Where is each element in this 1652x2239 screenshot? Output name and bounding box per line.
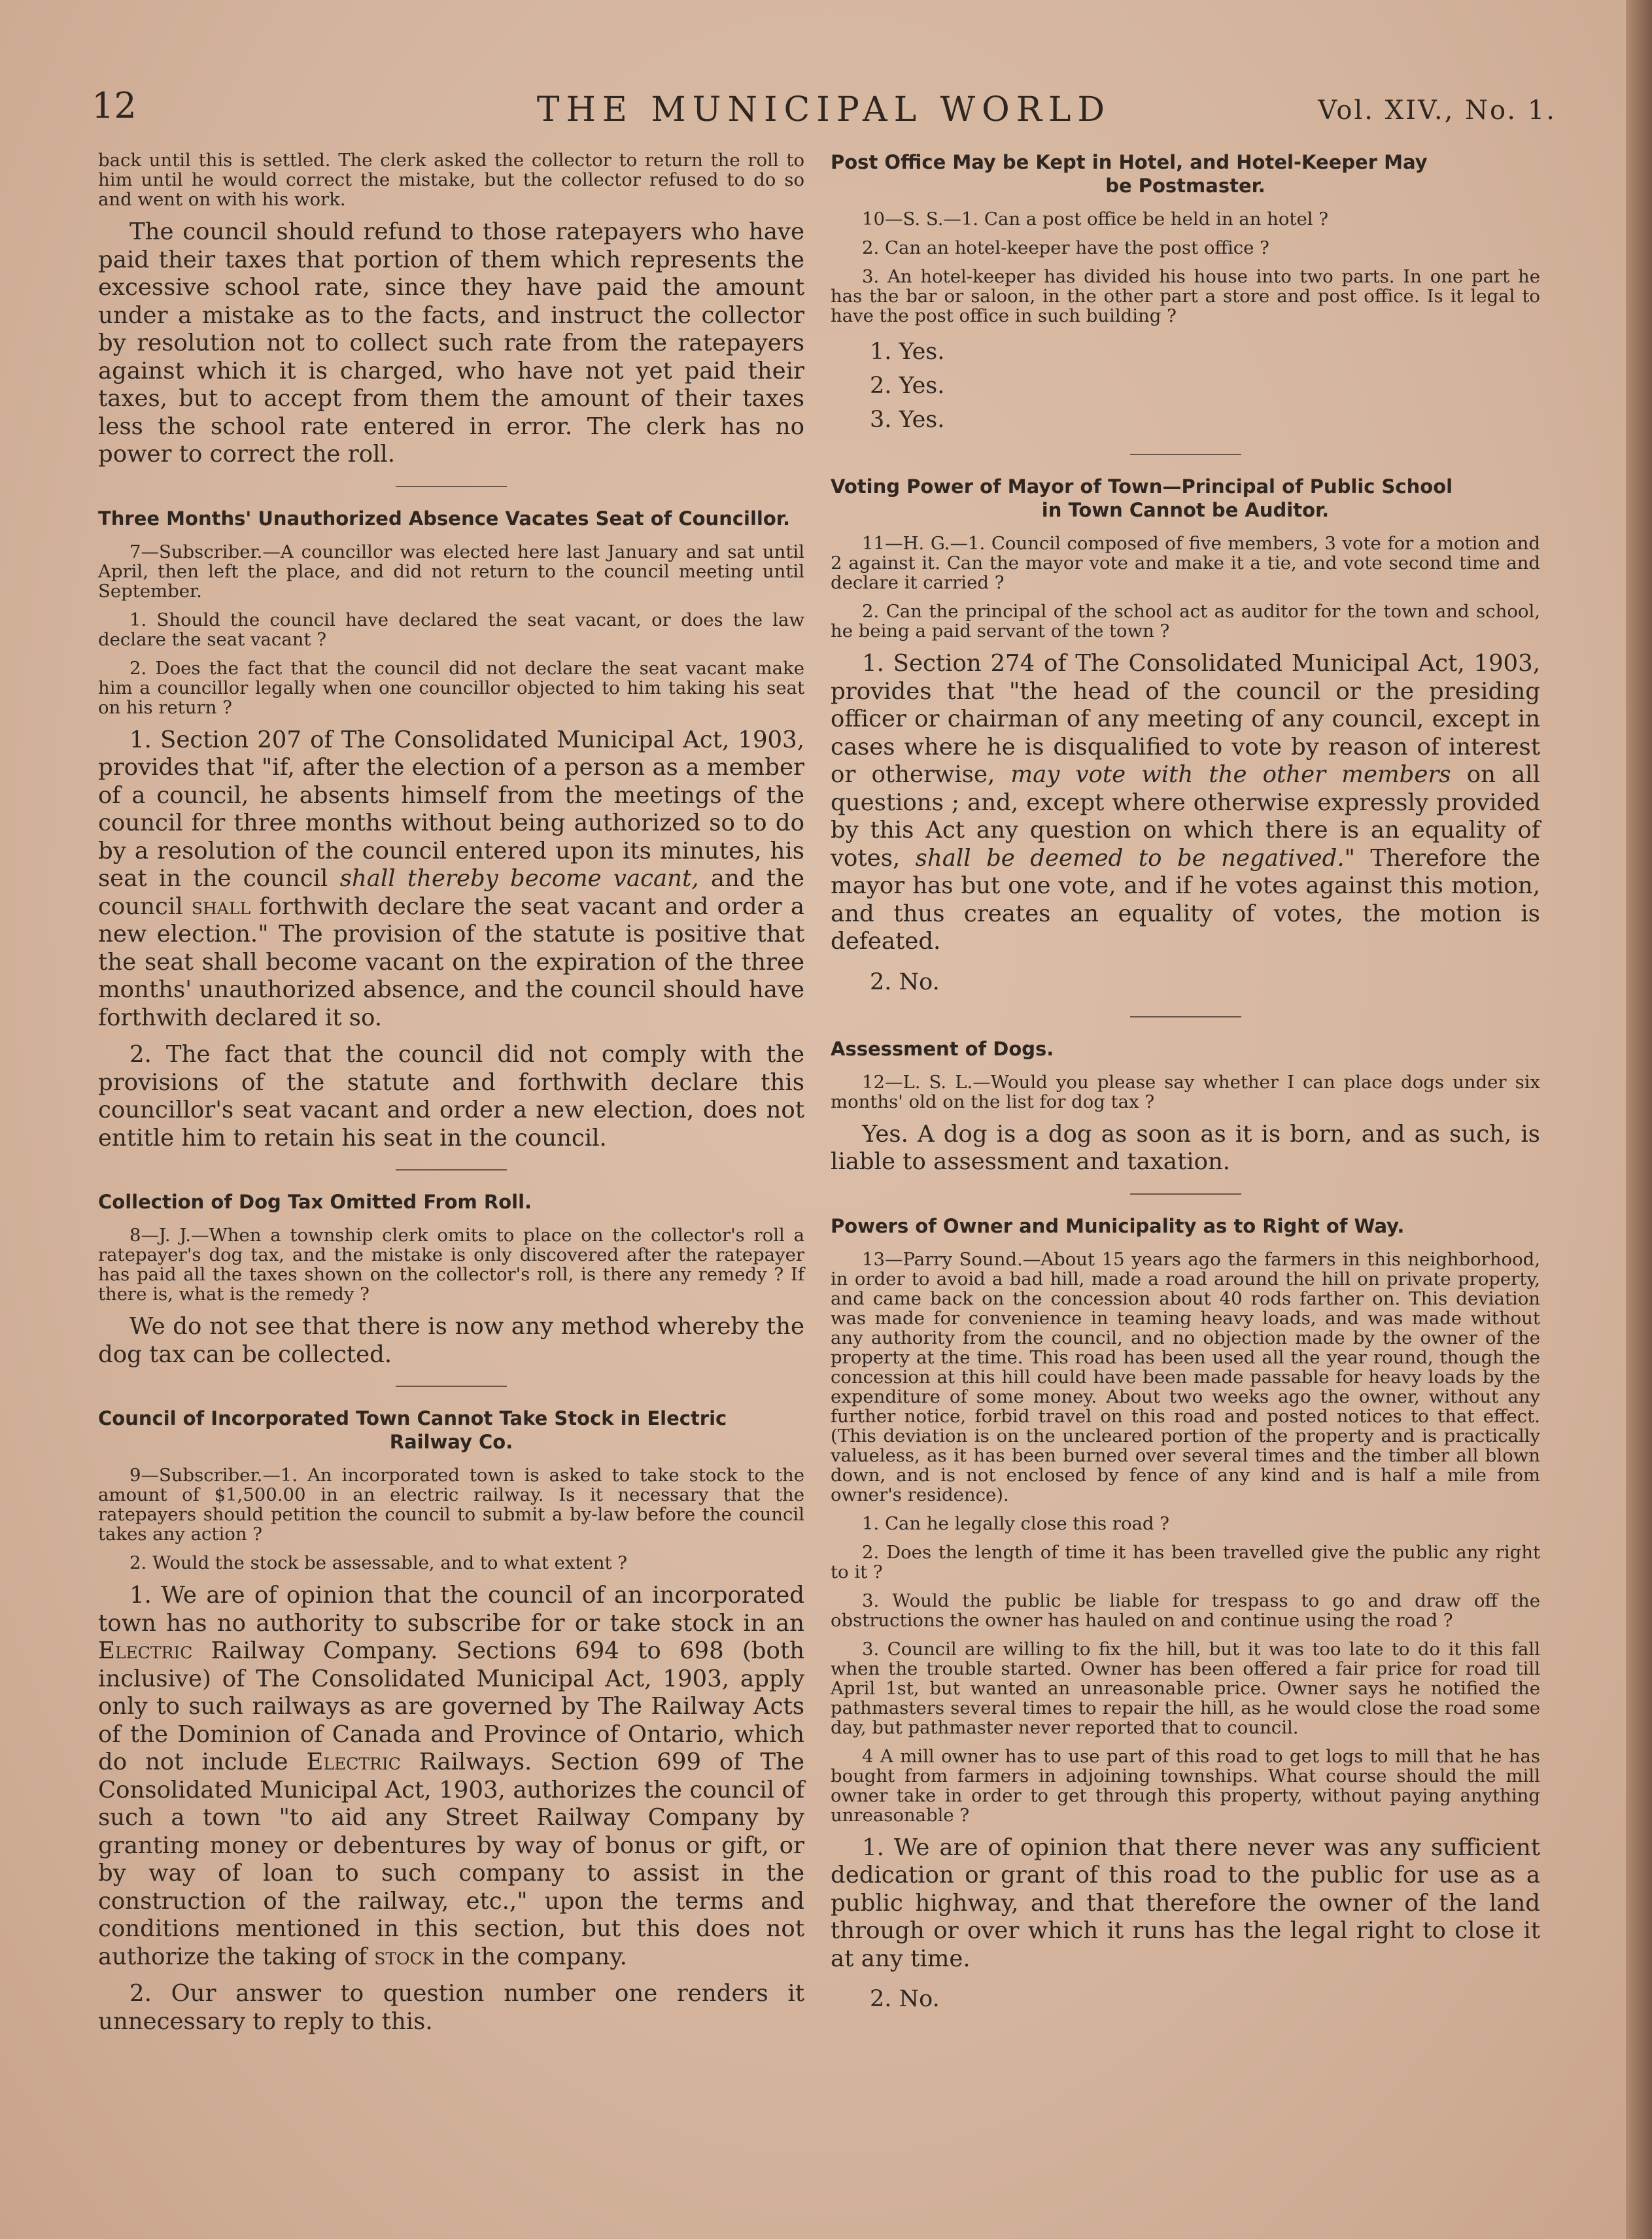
q11-answer1-part2: on all questions ; and, except where otherwise expressly provided by this Act any question on which there is an equality of votes, (831, 761, 1540, 872)
page-binding-edge (1626, 0, 1652, 2239)
q10-answer1: 1. Yes. (870, 339, 945, 365)
answer-refund: The council should refund to those ratepayers who have paid their taxes that portion of them which represents the excessive school rate, since they have paid the amount under a mistake as to the facts, and instruct the collector by resolution not to collect such rate from the ratepayers against which it is charged, who have not yet paid their taxes, but to accept from them the amount of their taxes less the school rate entered in error. The clerk has no power to correct the roll. (98, 218, 804, 468)
q7-question: 7—Subscriber.—A councillor was elected here last January and sat until April, then left the place, and did not return to the council meeting until September. (98, 541, 804, 602)
section-divider (396, 486, 507, 487)
section-divider (396, 1386, 507, 1387)
q13-heading: Powers of Owner and Municipality as to Right of Way. (831, 1214, 1405, 1237)
q10-question: 10—S. S.—1. Can a post office be held in an hotel ? (862, 209, 1329, 230)
left-column (98, 150, 804, 2045)
q9-sub2: 2. Would the stock be assessable, and to what extent ? (129, 1552, 627, 1573)
q7-answer1 (98, 726, 804, 1033)
q9-answer1-smallcaps1: Electric (98, 1637, 193, 1664)
q11-heading-line2: in Town Cannot be Auditor. (1041, 499, 1330, 521)
q9-heading (98, 1407, 804, 1454)
q9-answer2: 2. Our answer to question number one renders it unnecessary to reply to this. (98, 1980, 804, 2035)
q10-sub2: 2. Can an hotel-keeper have the post office ? (862, 237, 1269, 258)
q9-answer1-part4: in the company. (434, 1943, 627, 1970)
q10-answer3: 3. Yes. (870, 407, 945, 433)
section-divider (1130, 1016, 1241, 1017)
q9-heading-line2: Railway Co. (389, 1431, 513, 1453)
q13-sub4: 4 A mill owner has to use part of this road to get logs to mill that he has bought from farmers in adjoining townships. What course should the mill owner take in order to get through this property, without paying anything unreasonable ? (831, 1745, 1540, 1826)
q10-heading (831, 150, 1540, 197)
q9-answer1-part1: 1. We are of opinion that the council of an incorporated town has no authority to subscribe for or take stock in an (98, 1582, 804, 1637)
q13-answer2: 2. No. (870, 1986, 940, 2012)
q7-answer1-smallcaps: shall (191, 893, 251, 920)
q13-sub3: 3. Would the public be liable for trespass to go and draw off the obstructions the owner has hauled on and continue using the road ? (831, 1590, 1540, 1631)
q7-sub1: 1. Should the council have declared the seat vacant, or does the law declare the seat vacant ? (98, 609, 804, 650)
q12-answer: Yes. A dog is a dog as soon as it is born, and as such, is liable to assessment and taxation. (831, 1120, 1540, 1175)
q13-sub1: 1. Can he legally close this road ? (862, 1513, 1170, 1534)
page-number: 12 (92, 85, 137, 126)
q9-heading-line1: Council of Incorporated Town Cannot Take Stock in Electric (98, 1407, 727, 1429)
q9-question: 9—Subscriber.—1. An incorporated town is asked to take stock to the amount of $1,500.00 in an electric railway. Is it necessary that the ratepayers should petition the council to submit a by-law before the council takes any action ? (98, 1465, 804, 1545)
right-column (831, 150, 1540, 2016)
q9-answer1-part3: Railways. Section 699 of The Consolidated Municipal Act, 1903, authorizes the council of such a town "to aid any Street Railway Company by granting money or debentures by way of bonus or gift, or by way of loan to such company to assist in the construction of the railway, etc.," upon the terms and conditions mentioned in this section, but this does not authorize the taking of (98, 1749, 804, 1970)
q11-answer1-emphasis1: may vote with the other members (1010, 761, 1451, 788)
q8-question: 8—J. J.—When a township clerk omits to place on the collector's roll a ratepayer's dog tax, and the mistake is only discovered after the ratepayer has paid all the taxes shown on the collector's roll, is there any remedy ? If there is, what is the remedy ? (98, 1225, 804, 1305)
q7-sub2: 2. Does the fact that the council did not declare the seat vacant make him a councillor legally when one councillor objected to him taking his seat on his return ? (98, 657, 804, 718)
q10-heading-line2: be Postmaster. (1105, 175, 1265, 197)
q13-sub2: 2. Does the length of time it has been travelled give the public any right to it ? (831, 1541, 1540, 1582)
q11-answer1-emphasis2: shall be deemed to be negatived. (915, 844, 1345, 872)
q8-answer: We do not see that there is now any method whereby the dog tax can be collected. (98, 1313, 804, 1368)
q7-answer1-emphasis: shall thereby become vacant, (339, 865, 699, 892)
q7-heading: Three Months' Unauthorized Absence Vacates Seat of Councillor. (98, 507, 790, 530)
q9-answer1-smallcaps3: stock (374, 1943, 435, 1970)
q11-answer1 (831, 650, 1540, 956)
q7-answer1-part2: and the council (98, 865, 804, 920)
q7-answer2: 2. The fact that the council did not comply with the provisions of the statute and forthwith declare this councillor's seat vacant and order a new election, does not entitle him to retain his seat in the council. (98, 1041, 804, 1152)
section-divider (1130, 454, 1241, 455)
section-divider (396, 1169, 507, 1171)
q10-heading-line1: Post Office May be Kept in Hotel, and Hotel-Keeper May (831, 151, 1428, 173)
q13-sub3b: 3. Council are willing to fix the hill, but it was too late to do it this fall when the trouble started. Owner has been offered a fair price for road till April 1st, but wanted an unreasonable price. Owner says he notified the pathmasters several times to repair the hill, as he would close the road some day, but pathmaster never reported that to council. (831, 1638, 1540, 1738)
q11-question: 11—H. G.—1. Council composed of five members, 3 vote for a motion and 2 against it. Can the mayor vote and make it a tie, and vote second time and declare it carried ? (831, 533, 1540, 593)
q10-answer2: 2. Yes. (870, 373, 945, 399)
q10-sub3: 3. An hotel-keeper has divided his house into two parts. In one part he has the bar or saloon, in the other part a store and post office. Is it legal to have the post office in such building ? (831, 266, 1540, 326)
q13-answer1: 1. We are of opinion that there never was any sufficient dedication or grant of this road to the public for use as a public highway, and that therefore the owner of the land through or over which it runs has the legal right to close it at any time. (831, 1834, 1540, 1972)
q11-heading-line1: Voting Power of Mayor of Town—Principal of Public School (831, 475, 1453, 498)
q9-answer1-smallcaps2: Electric (306, 1749, 401, 1775)
q11-sub2: 2. Can the principal of the school act as auditor for the town and school, he being a paid servant of the town ? (831, 601, 1540, 641)
q11-heading (831, 475, 1540, 522)
q11-answer1-part3: " Therefore the mayor has but one vote, and if he votes against this motion, and thus creates an equality of votes, the motion is defeated. (831, 844, 1541, 955)
section-divider (1130, 1193, 1241, 1195)
q9-answer1 (98, 1582, 804, 1971)
page-header (92, 85, 1557, 144)
q9-answer1-part2: Railway Company. Sections 694 to 698 (both inclusive) of The Consolidated Municipal Act, 1903, apply only to such railways as are governed by The Railway Acts of the Dominion of Canada and Province of Ontario, which do not include (98, 1637, 804, 1775)
q12-heading: Assessment of Dogs. (831, 1037, 1054, 1060)
q11-answer1-part1: 1. Section 274 of The Consolidated Municipal Act, 1903, provides that "the head of the council or the presiding officer or chairman of any meeting of any council, except in cases where he is disqualified to vote by reason of interest or otherwise, (831, 650, 1540, 788)
q11-answer2: 2. No. (870, 968, 940, 995)
intro-paragraph: back until this is settled. The clerk asked the collector to return the roll to him until he would correct the mistake, but the collector refused to do so and went on with his work. (98, 150, 804, 210)
q8-heading: Collection of Dog Tax Omitted From Roll. (98, 1191, 532, 1213)
volume-number: Vol. XIV., No. 1. (1318, 95, 1557, 126)
q12-question: 12—L. S. L.—Would you please say whether I can place dogs under six months' old on the list for dog tax ? (831, 1071, 1540, 1112)
q7-answer1-part3: forthwith declare the seat vacant and order a new election." The provision of the statute is positive that the seat shall become vacant on the expiration of the three months' unauthorized absence, and the council should have forthwith declared it so. (98, 893, 805, 1031)
q13-question: 13—Parry Sound.—About 15 years ago the farmers in this neighborhood, in order to avoid a bad hill, made a road around the hill on private property, and came back on the concession about 40 rods farther on. This deviation was made for convenience in teaming heavy loads, and was made without any authority from the council, and no objection made by the owner of the property at the time. This road has been used all the year round, though the concession at this hill could have been made passable for heavy loads by the expenditure of some money. About two weeks ago the owner, without any further notice, forbid travel on this road and posted notices to that effect. (This deviation is on the uncleared portion of the property and is practically valueless, as it has been burned over several times and the timber all blown down, and is not enclosed by fence of any kind and is half a mile from owner's residence). (831, 1248, 1540, 1505)
journal-title: THE MUNICIPAL WORLD (536, 90, 1112, 129)
q7-answer1-part1: 1. Section 207 of The Consolidated Municipal Act, 1903, provides that "if, after the election of a person as a member of a council, he absents himself from the meetings of the council for three months without being authorized so to do by a resolution of the council entered upon its minutes, his seat in the council (98, 726, 804, 892)
